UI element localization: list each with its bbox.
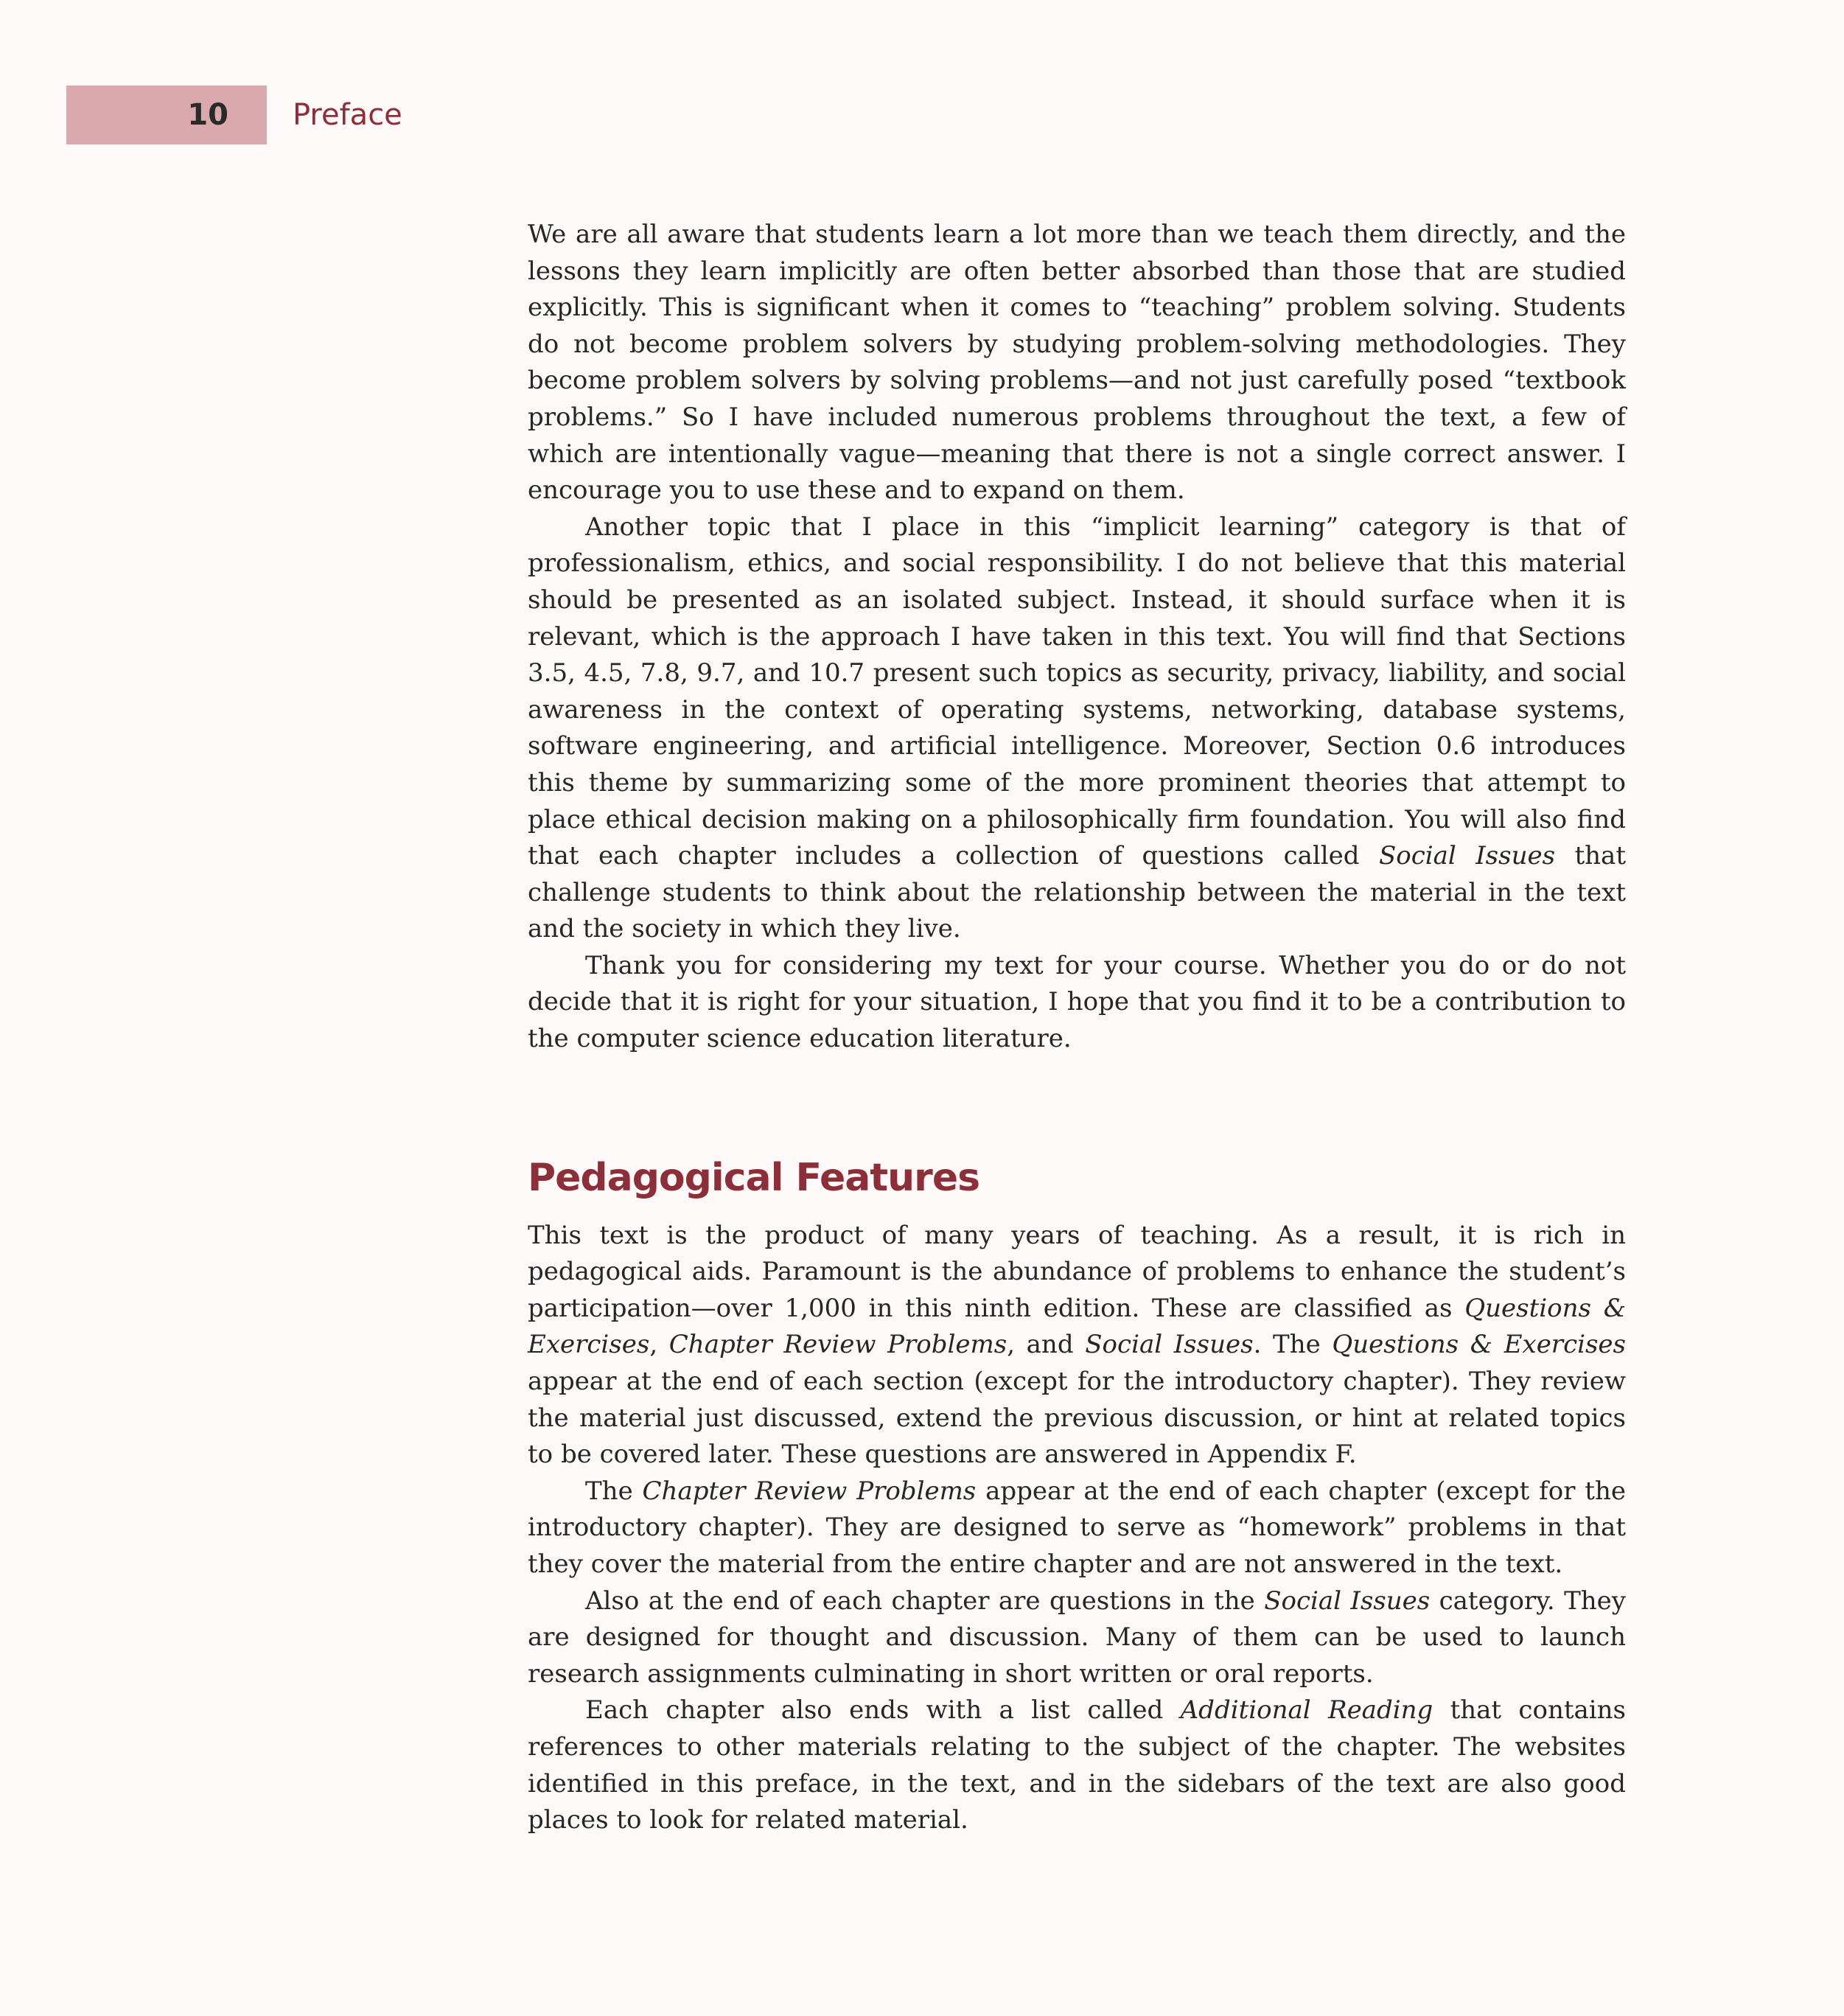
intro-paragraph-2 — [528, 509, 1626, 948]
pedagogical-paragraph-4-text-b: that contains references to other materials relating to the subject of the chapter. The websites identified in this preface, in the text, and in the sidebars of the text are also good places to look for related material. — [528, 1695, 1626, 1835]
pedagogical-paragraph-3-text-b: category. They are designed for thought and discussion. Many of them can be used to launch research assignments culminating in short written or oral reports. — [528, 1586, 1626, 1689]
pedagogical-paragraph-1 — [528, 1218, 1626, 1473]
questions-exercises-term: Questions & Exercises — [1332, 1330, 1626, 1360]
pedagogical-paragraph-2-text-a: The — [585, 1476, 643, 1506]
page-header — [0, 0, 1844, 162]
social-issues-term: Social Issues — [1085, 1330, 1254, 1360]
additional-reading-term: Additional Reading — [1180, 1695, 1433, 1726]
pedagogical-paragraph-4 — [528, 1692, 1626, 1838]
pedagogical-paragraph-2-text-b: appear at the end of each chapter (except for the introductory chapter). They are designed to serve as “homework” problems in that they cover the material from the entire chapter and are not answered in the text. — [528, 1476, 1626, 1579]
pedagogical-paragraph-3-text-a: Also at the end of each chapter are questions in the — [585, 1586, 1265, 1616]
social-issues-term: Social Issues — [1378, 841, 1556, 871]
intro-paragraph-2-text-a: Another topic that I place in this “implicit learning” category is that of professionalism, ethics, and social responsibility. I do not believe that this material should be presented as an isolated subject. Instead, it should surface when it is relevant, which is the approach I have taken in this text. You will find that Sections 3.5, 4.5, 7.8, 9.7, and 10.7 present such topics as security, privacy, liability, and social awareness in the context of operating systems, networking, database systems, software engineering, and artificial intelligence. Moreover, Section 0.6 introduces this theme by summarizing some of the more prominent theories that attempt to place ethical decision making on a philosophically firm foundation. You will also find that each chapter includes a collection of questions called — [528, 512, 1626, 871]
pedagogical-paragraph-4-text-a: Each chapter also ends with a list called — [585, 1695, 1181, 1726]
page-number: 10 — [66, 86, 267, 144]
intro-paragraph-1: We are all aware that students learn a lot more than we teach them directly, and the lessons they learn implicitly are often better absorbed than those that are studied explicitly. This is significant when it comes to “teaching” problem solving. Students do not become problem solvers by studying problem-solving methodologies. They become problem solvers by solving problems—and not just carefully posed “textbook problems.” So I have included numerous problems throughout the text, a few of which are intentionally vague—meaning that there is not a single correct answer. I encourage you to use these and to expand on them. — [528, 220, 1626, 506]
pedagogical-paragraph-1-and: , and — [1007, 1330, 1086, 1360]
social-issues-term: Social Issues — [1264, 1586, 1431, 1616]
pedagogical-paragraph-1-the: . The — [1253, 1330, 1333, 1360]
pedagogical-paragraph-1-separator: , — [649, 1330, 669, 1360]
intro-paragraph-3: Thank you for considering my text for your course. Whether you do or do not decide that it is right for your situation, I hope that you find it to be a contribution to the computer science education literature. — [528, 950, 1626, 1054]
chapter-review-problems-term: Chapter Review Problems — [642, 1476, 977, 1506]
questions-exercises-term: Questions & Exercises — [528, 1293, 1626, 1360]
pedagogical-paragraph-2 — [528, 1473, 1626, 1583]
pedagogical-paragraph-1-text-b: appear at the end of each section (except for the introductory chapter). They review the material just discussed, extend the previous discussion, or hint at related topics to be covered later. These questions are answered in Appendix F. — [528, 1367, 1626, 1470]
intro-paragraph-2-text-b: that challenge students to think about the relationship between the material in the text and the society in which they live. — [528, 841, 1626, 944]
pedagogical-paragraph-1-text-a: This text is the product of many years of teaching. As a result, it is rich in pedagogical aids. Paramount is the abundance of problems to enhance the student’s participation—over 1,000 in this ninth edition. These are classified as — [528, 1220, 1626, 1323]
pedagogical-paragraph-3 — [528, 1583, 1626, 1693]
running-head: Preface — [293, 98, 402, 132]
section-heading-pedagogical-features: Pedagogical Features — [528, 1155, 980, 1200]
main-text — [528, 217, 1626, 1839]
chapter-review-problems-term: Chapter Review Problems — [668, 1330, 1007, 1360]
